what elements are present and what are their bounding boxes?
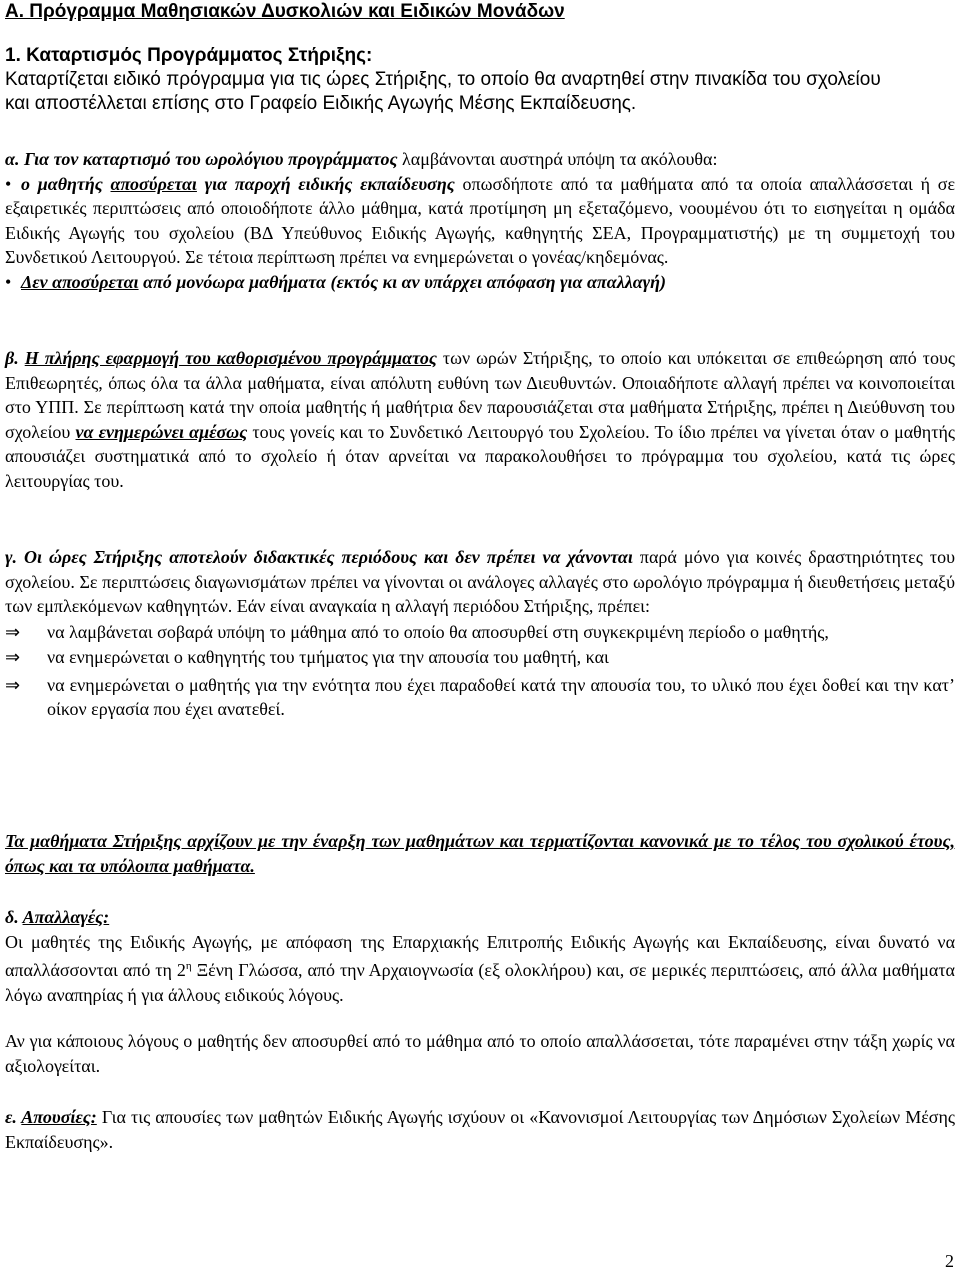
bullet-1-italic-1: ο μαθητής — [21, 173, 111, 194]
arrow-item-3 — [5, 673, 955, 722]
arrow-item-2 — [5, 645, 955, 670]
paragraph-d-head: Απαλλαγές: — [22, 907, 110, 927]
bullet-icon: • — [5, 271, 12, 292]
arrow-item-3-text: να ενημερώνεται ο μαθητής για την ενότητα που έχει παραδοθεί κατά την απουσία του, το υλικό που έχει δοθεί και την κατ’ οίκον εργασία που έχει ανατεθεί. — [47, 674, 955, 719]
paragraph-d-label: δ. — [5, 907, 23, 927]
paragraph-b-text1: των ωρών Στήριξης, το οποίο και υπόκειται σε επιθεώρηση από τους Επιθεωρητές, όπως όλα τα άλλα μαθήματα, είναι απόλυτη ευθύνη των Διευθυντών. Οποιαδήποτε αλλαγή πρέπει να κοινοποιείται στο ΥΠΠ. Σε περίπτωση κατά την οποία μαθητής ή μαθήτρια δεν παρουσιάζεται στα μαθήματα Στήριξης, πρέπει η Διεύθυνση του σχολείου — [5, 348, 955, 442]
bullet-1-italic-2: για παροχή ειδικής εκπαίδευσης — [196, 173, 455, 194]
subsection-1-line1: Καταρτίζεται ειδικό πρόγραμμα για τις ώρες Στήριξης, το οποίο θα αναρτηθεί στην πινακίδα του σχολείου — [5, 69, 881, 90]
paragraph-a-rest: λαμβάνονται αυστηρά υπόψη τα ακόλουθα: — [397, 149, 718, 169]
paragraph-c-label: γ. — [5, 547, 24, 567]
arrow-icon: ⇒ — [5, 674, 21, 695]
paragraph-e-text: Για τις απουσίες των μαθητών Ειδικής Αγωγής ισχύουν οι «Κανονισμοί Λειτουργίας των Δημόσιων Σχολείων Μέσης Εκπαίδευσης». — [5, 1107, 955, 1152]
arrow-item-1 — [5, 620, 955, 645]
paragraph-d — [5, 905, 955, 1078]
paragraph-a-intro — [5, 147, 955, 172]
subsection-1-line2: και αποστέλλεται επίσης στο Γραφείο Ειδικής Αγωγής Μέσης Εκπαίδευσης. — [5, 93, 637, 114]
bullet-1-text: οπωσδήποτε από τα μαθήματα από τα οποία απαλλάσσεται ή σε εξαιρετικές περιπτώσεις από οποιοδήποτε άλλο μάθημα, κατά προτίμηση μη εξεταζόμενο, νοουμένου ότι το εισηγείται η ομάδα Ειδικής Αγωγής του σχολείου (ΒΔ Υπεύθυνος Ειδικής Αγωγής, καθηγητής ΣΕΑ, Προγραμματιστής) με τη συμμετοχή του Συνδετικού Λειτουργού. Σε τέτοια περίπτωση πρέπει να ενημερώνεται ο γονέας/κηδεμόνας. — [5, 173, 955, 267]
section-title: Α. Πρόγραμμα Μαθησιακών Δυσκολιών και Ειδικών Μονάδων — [5, 1, 565, 22]
paragraph-e-label: ε. — [5, 1107, 22, 1127]
paragraph-a-head: Για τον καταρτισμό του ωρολόγιου προγράμματος — [23, 149, 398, 169]
bullet-icon: • — [5, 173, 12, 194]
note-paragraph: Τα μαθήματα Στήριξης αρχίζουν με την έναρξη των μαθημάτων και τερματίζονται κανονικά με το τέλος του σχολικού έτους, όπως και τα υπόλοιπα μαθήματα. — [5, 831, 955, 876]
paragraph-b-emphasis: να ενημερώνει αμέσως — [75, 421, 248, 442]
arrow-item-1-text: να λαμβάνεται σοβαρά υπόψη το μάθημα από το οποίο θα αποσυρθεί στη συγκεκριμένη περίοδο ο μαθητής, — [47, 621, 829, 642]
paragraph-e — [5, 1105, 955, 1154]
paragraph-d-text1: Οι μαθητές της Ειδικής Αγωγής, με απόφαση της Επαρχιακής Επιτροπής Ειδικής Αγωγής και Εκπαίδευσης, είναι δυνατό να απαλλάσσονται από τη 2 — [5, 931, 955, 980]
paragraph-b — [5, 346, 955, 493]
page-number: 2 — [945, 1251, 954, 1271]
paragraph-b-text2: τους γονείς και το Συνδετικό Λειτουργό του Σχολείου. Το ίδιο πρέπει να γίνεται όταν ο μαθητής απουσιάζει συστηματικά από το σχολείο ή όταν αρνείται να παρακολουθήσει το πρόγραμμα του σχολείου, κατά τις ώρες λειτουργίας του. — [5, 421, 955, 491]
arrow-icon: ⇒ — [5, 647, 21, 667]
paragraph-c-head: Οι ώρες Στήριξης αποτελούν διδακτικές περιόδους και δεν πρέπει να χάνονται — [24, 547, 633, 567]
paragraph-d-2: Αν για κάποιους λόγους ο μαθητής δεν αποσυρθεί από το μάθημα από το οποίο απαλλάσσεται, τότε παραμένει στην τάξη χωρίς να αξιολογείται. — [5, 1031, 955, 1076]
bullet-item-2 — [5, 270, 955, 295]
paragraph-a-label: α. — [5, 149, 20, 169]
paragraph-d-sup: η — [185, 960, 192, 972]
bullet-1-italic-underlined: αποσύρεται — [110, 173, 197, 194]
paragraph-d-text2: Ξένη Γλώσσα, από την Αρχαιογνωσία (εξ ολοκλήρου) και, σε μερικές περιπτώσεις, από άλλα μαθήματα λόγω αναπηρίας ή για άλλους ειδικούς λόγους. — [5, 960, 955, 1005]
paragraph-a — [5, 147, 955, 294]
bullet-2-underlined: Δεν αποσύρεται — [21, 271, 139, 292]
arrow-item-2-text: να ενημερώνεται ο καθηγητής του τμήματος για την απουσία του μαθητή, και — [47, 647, 609, 667]
subsection-1 — [5, 44, 955, 116]
paragraph-c-text: παρά μόνο για κοινές δραστηριότητες του σχολείου. Σε περιπτώσεις διαγωνισμάτων πρέπει να γίνονται οι ανάλογες αλλαγές στο ωρολόγιο πρόγραμμα ή διευθετήσεις μεταξύ των εμπλεκόμενων καθηγητών. Εάν είναι αναγκαία η αλλαγή περιόδου Στήριξης, πρέπει: — [5, 547, 956, 616]
bullet-item-1 — [5, 172, 955, 270]
subsection-1-heading: 1. Καταρτισμός Προγράμματος Στήριξης: — [5, 45, 373, 66]
paragraph-c — [5, 545, 955, 722]
bullet-2-rest: από μονόωρα μαθήματα (εκτός κι αν υπάρχει απόφαση για απαλλαγή) — [138, 271, 667, 292]
arrow-icon: ⇒ — [5, 621, 21, 642]
paragraph-b-label: β. — [5, 348, 25, 368]
paragraph-b-head: Η πλήρης εφαρμογή του καθορισμένου προγράμματος — [24, 348, 437, 368]
paragraph-e-head: Απουσίες: — [21, 1107, 97, 1127]
